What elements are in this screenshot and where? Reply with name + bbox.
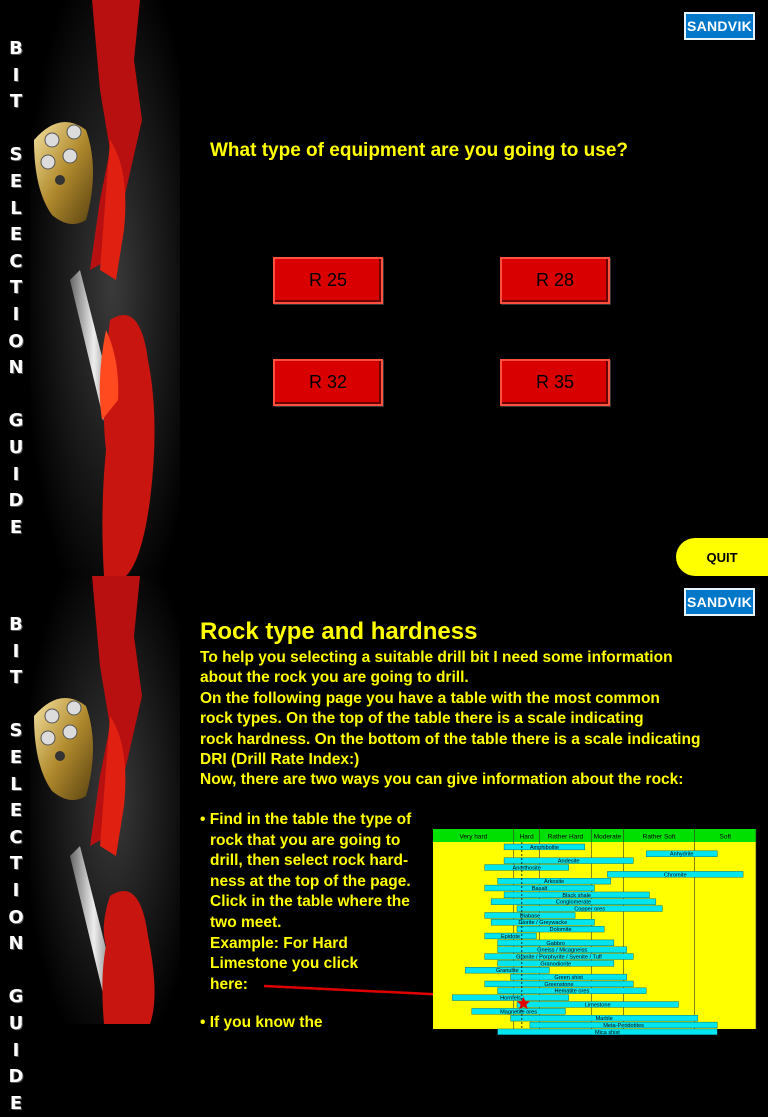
intro-line: On the following page you have a table with the most common (200, 689, 660, 707)
rock-label: Anorthosite (512, 865, 541, 872)
r35-button[interactable]: R 35 (500, 359, 610, 406)
bullet-line: • Find in the table the type of (200, 811, 412, 828)
intro-text (200, 648, 760, 791)
table-header-label: Moderate (593, 833, 622, 841)
bullet-line: ness at the top of the page. (210, 872, 411, 890)
rock-label: Gneiss / Micagneiss (537, 947, 588, 954)
sandvik-logo: SANDVIK (684, 588, 755, 616)
bullet-line: two meet. (210, 913, 282, 931)
rock-hardness-table[interactable] (433, 829, 756, 1036)
rock-label: Diabase (519, 913, 541, 920)
intro-line: To help you selecting a suitable drill bit I need some information (200, 649, 673, 666)
rock-label: Chromite (663, 872, 687, 879)
bullet-line: rock that you are going to (210, 831, 401, 849)
rock-label: Arkosite (544, 879, 565, 886)
bullet-known-dri: • If you know the (200, 1014, 323, 1031)
table-header-label: Rather Soft (642, 833, 676, 841)
rock-label: Marble (595, 1016, 613, 1023)
rock-label: Conglomerate (555, 899, 592, 906)
rock-label: Granodiorite (540, 961, 572, 968)
bullet-line: Limestone you click (210, 955, 359, 973)
rock-label: Anhydrite (669, 851, 694, 858)
sandvik-logo: SANDVIK (684, 12, 755, 40)
intro-line: Now, there are two ways you can give information about the rock: (200, 771, 684, 789)
slide-rock-type (0, 576, 768, 1114)
rock-label: Dolomite (549, 927, 572, 934)
rock-label: Gabbro (546, 940, 566, 947)
table-header-label: Very hard (459, 833, 488, 841)
table-header-label: Soft (719, 833, 732, 841)
rock-label: Granite / Porphyrite / Syenite / Tuff (516, 954, 602, 961)
rock-label: Limestone (584, 1002, 611, 1009)
r25-button[interactable]: R 25 (273, 257, 383, 304)
rock-label: Hornfels (500, 995, 521, 1002)
intro-line: DRI (Drill Rate Index:) (200, 751, 360, 769)
rock-label: Meta-Peridotites (603, 1022, 644, 1029)
page-title: Rock type and hardness (200, 618, 478, 645)
bullet-line: drill, then select rock hard- (210, 852, 409, 870)
rock-label: Copper ores (574, 906, 606, 913)
rock-label: Hematite ores (554, 988, 590, 995)
intro-line: rock hardness. On the bottom of the table there is a scale indicating (200, 730, 701, 748)
quit-button[interactable]: QUIT (676, 538, 768, 576)
rock-label: Mica shist (594, 1029, 620, 1036)
rock-label: Epidote (501, 933, 521, 940)
side-title: B I T S E L E C T I O N G U I D E (8, 38, 24, 538)
r32-button[interactable]: R 32 (273, 359, 383, 406)
equipment-question: What type of equipment are you going to use? (210, 140, 629, 161)
rock-label: Granulite (495, 968, 519, 975)
bullet-line: here: (210, 975, 248, 993)
rock-label: Green shist (554, 975, 583, 981)
table-header-label: Hard (519, 833, 534, 841)
table-header-label: Rather Hard (547, 833, 584, 841)
intro-line: rock types. On the top of the table there is a scale indicating (200, 710, 644, 728)
rock-label: Amphibolite (529, 844, 560, 851)
rock-label: Basalt (531, 885, 548, 892)
bullet-line: Example: For Hard (210, 934, 348, 952)
r28-button[interactable]: R 28 (500, 257, 610, 304)
hand-drill-bit-image (30, 0, 180, 576)
rock-label: Magnetite ores (500, 1009, 538, 1016)
bullet-line: Click in the table where the (210, 893, 410, 911)
side-title: B I T S E L E C T I O N G U I D E (8, 614, 24, 1114)
bullet-find-in-table (200, 810, 440, 995)
hand-drill-bit-image (30, 576, 180, 1024)
rock-label: Diorite / Greywacke (518, 920, 568, 927)
intro-line: about the rock you are going to drill. (200, 669, 469, 687)
rock-label: Black shale (562, 892, 592, 899)
rock-label: Andesite (557, 858, 580, 865)
rock-label: Greenstone (544, 981, 574, 988)
